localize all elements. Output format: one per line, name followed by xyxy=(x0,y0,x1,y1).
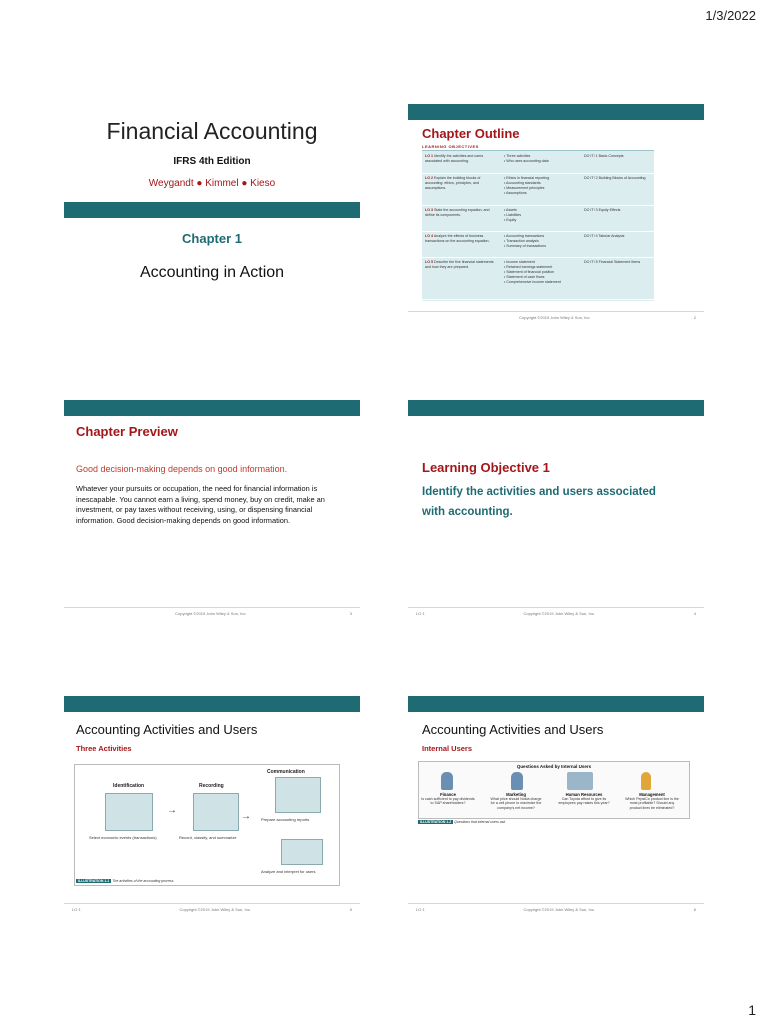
slide-footer xyxy=(72,611,352,616)
user-col xyxy=(557,792,611,806)
lo-code: LO 4 xyxy=(425,234,433,238)
slide-heading: Accounting Activities and Users xyxy=(76,722,258,737)
outline-row xyxy=(422,231,654,258)
footer-page: 4 xyxy=(693,611,696,616)
objective-cell xyxy=(425,154,499,164)
arrow-icon: → xyxy=(241,811,251,822)
prepare-illustration xyxy=(275,777,321,813)
preview-lead: Good decision-making depends on good information. xyxy=(76,464,288,474)
identification-illustration xyxy=(105,793,153,831)
slide-bar xyxy=(64,202,360,218)
doit-cell: DO IT! 3 Equity Effects xyxy=(584,208,621,212)
page-number: 1 xyxy=(748,1002,756,1018)
objective-cell xyxy=(425,260,499,270)
footer-left: LO 1 xyxy=(416,611,425,616)
objective-cell xyxy=(425,176,499,191)
footer-rule xyxy=(64,607,360,608)
slide-3 xyxy=(64,400,360,622)
chapter-subtitle: Accounting in Action xyxy=(139,264,285,281)
user-name: Finance xyxy=(440,792,456,797)
slide-heading: Chapter Preview xyxy=(76,424,178,439)
slide-title: Financial Accounting xyxy=(106,118,318,144)
lo-text: Identify the activities and users associated with accounting. xyxy=(422,486,656,518)
footer-rule xyxy=(408,607,704,608)
topics-cell: • Assets • Liabilities • Equity xyxy=(504,208,522,222)
objective-text: Identify the activities and users associated with accounting. xyxy=(425,154,484,163)
outline-row xyxy=(422,173,654,206)
illustration-text: The activities of the accounting process xyxy=(112,879,174,883)
illustration-caption xyxy=(418,820,505,824)
footer-copyright: Copyright ©2019 John Wiley & Son, Inc. xyxy=(519,315,591,320)
slide-footer xyxy=(416,611,696,616)
topics-cell: • Income statement • Retained earnings statement • Statement of financial position • Statement of cash flows • Comprehensive income statement xyxy=(504,260,561,284)
person-icon xyxy=(511,772,523,790)
slide-bar xyxy=(64,696,360,712)
authors: Weygandt ● Kimmel ● Kieso xyxy=(148,178,276,189)
footer-page: 2 xyxy=(693,315,696,320)
user-question: Can Toyota afford to give its employees pay raises this year? xyxy=(558,797,610,806)
user-question: What price should Nokia charge for a cell phone to maximize the company's net income? xyxy=(490,797,542,810)
slide-bar xyxy=(408,696,704,712)
building-icon xyxy=(567,772,593,790)
illustration-tag: ILLUSTRATION 1.1 xyxy=(78,879,110,883)
slide-footer xyxy=(416,315,696,320)
slide-5 xyxy=(64,696,360,918)
objective-cell xyxy=(425,234,499,244)
outline-table xyxy=(422,150,654,301)
lo-code: LO 1 xyxy=(425,154,433,158)
objective-text: Describe the five financial statements and how they are prepared. xyxy=(425,260,494,269)
slide-heading: Chapter Outline xyxy=(422,126,520,141)
illustration-caption xyxy=(76,879,174,883)
outline-row xyxy=(422,151,654,174)
slide-subheading: Three Activities xyxy=(76,744,132,753)
table-header: LEARNING OBJECTIVES xyxy=(422,144,479,149)
caption-analyze: Analyze and interpret for users xyxy=(261,869,316,874)
activities-diagram xyxy=(74,764,340,886)
objective-text: Explain the building blocks of accounting: ethics, principles, and assumptions. xyxy=(425,176,481,190)
product-icon xyxy=(641,772,651,790)
doit-cell: DO IT! 2 Building Blocks of Accounting xyxy=(584,176,646,180)
user-col xyxy=(625,792,679,810)
recording-label: Recording xyxy=(199,783,224,789)
footer-page: 3 xyxy=(349,611,352,616)
caption-select: Select economic events (transactions) xyxy=(89,835,157,840)
user-col xyxy=(489,792,543,810)
user-question: Is cash sufficient to pay dividends to SAP shareholders? xyxy=(421,797,475,806)
box-title: Questions Asked by Internal Users xyxy=(516,764,592,769)
caption-record: Record, classify, and summarize xyxy=(179,835,237,840)
preview-body: Whatever your pursuits or occupation, the need for financial information is inescapable. You cannot earn a living, spend money, buy on credit, make an investment, or pay taxes without receiving, using, or dispensing financial information. Good decision-making depends on good information. xyxy=(76,484,325,525)
topics-cell: • Accounting transactions • Transaction analysis • Summary of transactions xyxy=(504,234,547,248)
communication-label: Communication xyxy=(267,769,305,775)
lo-heading: Learning Objective 1 xyxy=(422,460,550,475)
person-icon xyxy=(441,772,453,790)
user-name: Management xyxy=(639,792,665,797)
outline-row xyxy=(422,205,654,232)
analyze-illustration xyxy=(281,839,323,865)
footer-copyright: Copyright ©2019 John Wiley & Son, Inc. xyxy=(175,611,247,616)
user-col xyxy=(421,792,475,806)
slide-bar xyxy=(408,104,704,120)
footer-left: LO 1 xyxy=(416,907,425,912)
doit-cell: DO IT! 1 Basic Concepts xyxy=(584,154,624,158)
objective-text: State the accounting equation, and define its components. xyxy=(425,208,490,217)
slide-1 xyxy=(64,104,360,326)
footer-left: LO 1 xyxy=(72,907,81,912)
arrow-icon: → xyxy=(167,805,177,816)
topics-cell: • Three activities • Who uses accounting data xyxy=(504,154,549,163)
slide-2 xyxy=(408,104,704,326)
topics-cell: • Ethics in financial reporting • Accounting standards • Measurement principles • Assumptions xyxy=(504,176,550,195)
slide-6 xyxy=(408,696,704,918)
objective-cell xyxy=(425,208,499,218)
slide-footer xyxy=(416,907,696,912)
footer-copyright: Copyright ©2019 John Wiley & Son, Inc. xyxy=(523,611,595,616)
footer-page: 6 xyxy=(693,907,696,912)
doit-cell: DO IT! 4 Tabular Analysis xyxy=(584,234,625,238)
slide-bar xyxy=(64,400,360,416)
internal-users-box xyxy=(418,761,690,819)
footer-copyright: Copyright ©2019 John Wiley & Son, Inc. xyxy=(179,907,251,912)
chapter-label: Chapter 1 xyxy=(182,231,242,246)
slide-4 xyxy=(408,400,704,622)
identification-label: Identification xyxy=(113,783,145,789)
lo-code: LO 5 xyxy=(425,260,433,264)
caption-prepare: Prepare accounting reports xyxy=(261,817,310,822)
lo-code: LO 2 xyxy=(425,176,433,180)
edition: IFRS 4th Edition xyxy=(173,156,251,167)
print-date: 1/3/2022 xyxy=(705,8,756,23)
footer-copyright: Copyright ©2019 John Wiley & Son, Inc. xyxy=(523,907,595,912)
illustration-tag: ILLUSTRATION 1.2 xyxy=(420,820,452,824)
slide-bar xyxy=(408,400,704,416)
illustration-text: Questions that internal users ask xyxy=(454,820,506,824)
user-name: Human Resources xyxy=(565,792,603,797)
footer-rule xyxy=(408,311,704,312)
slide-subheading: Internal Users xyxy=(422,744,473,753)
outline-row xyxy=(422,257,654,300)
slide-heading: Accounting Activities and Users xyxy=(422,722,604,737)
footer-page: 5 xyxy=(349,907,352,912)
footer-rule xyxy=(64,903,360,904)
lo-code: LO 3 xyxy=(425,208,433,212)
slide-footer xyxy=(72,907,352,912)
doit-cell: DO IT! 5 Financial Statement Items xyxy=(584,260,641,264)
recording-illustration xyxy=(193,793,239,831)
footer-rule xyxy=(408,903,704,904)
user-name: Marketing xyxy=(506,792,526,797)
user-question: Which PepsiCo product line is the most profitable? Should any product lines be eliminated? xyxy=(625,797,679,810)
objective-text: Analyze the effects of business transactions on the accounting equation. xyxy=(425,234,490,243)
